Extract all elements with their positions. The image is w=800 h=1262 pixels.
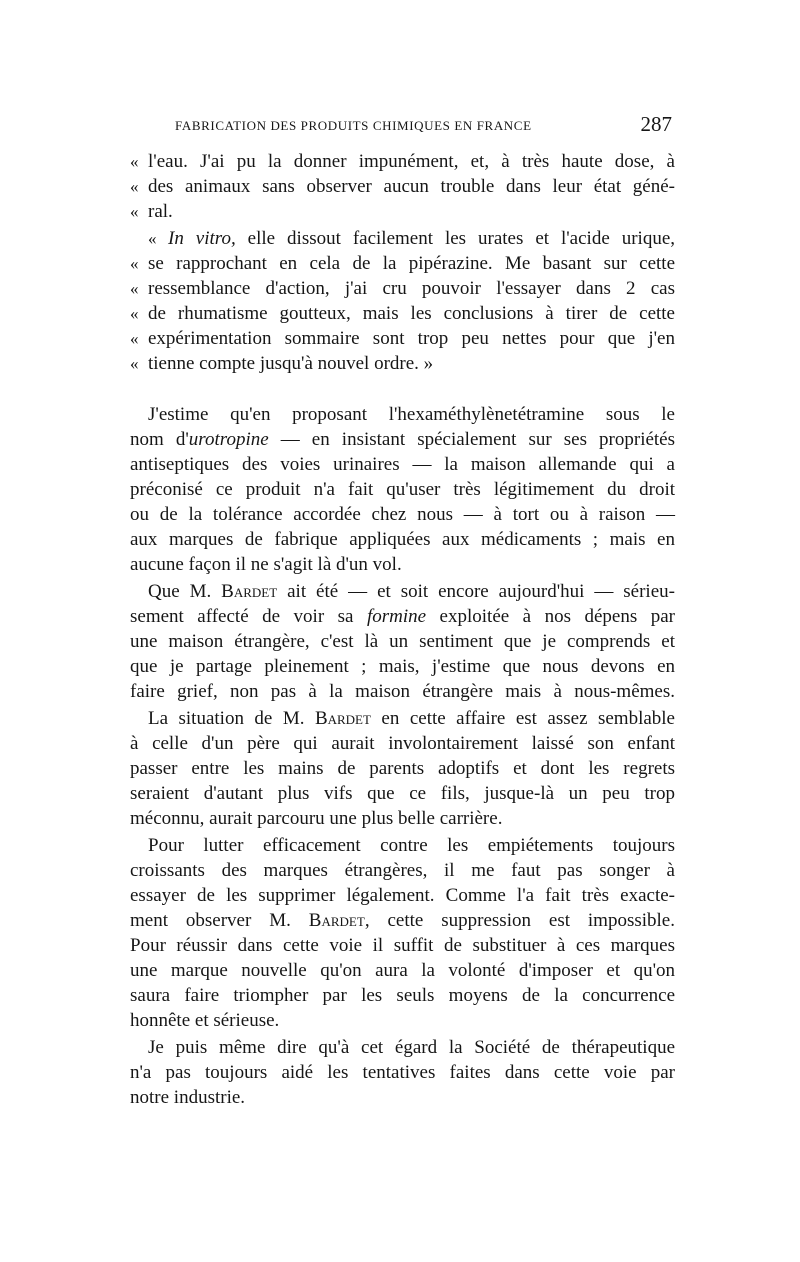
text-line: honnête et sérieuse. (130, 1010, 280, 1031)
text-line: ou de la tolérance accordée chez nous — à tort ou à raison — (130, 504, 675, 525)
text-line: expérimentation sommaire sont trop peu nettes pour que j'en (148, 328, 675, 349)
text-line: aux marques de fabrique appliquées aux médicaments ; mais en (130, 529, 675, 550)
text-line: se rapprochant en cela de la pipérazine. Me basant sur cette (148, 253, 675, 274)
text-line: une maison étrangère, c'est là un sentiment que je comprends et (130, 631, 675, 652)
text-line: l'eau. J'ai pu la donner impunément, et, à très haute dose, à (148, 151, 675, 172)
text-line: méconnu, aurait parcouru une plus belle carrière. (130, 808, 503, 829)
quote-mark: « (130, 329, 139, 348)
small-caps-run: Bardet (308, 910, 365, 931)
text-run: , cette suppression est impossible. (364, 910, 675, 931)
quote-mark: « (130, 254, 139, 273)
text-line: saura faire triompher par les seuls moyens de la concurrence (130, 985, 675, 1006)
text-line: Pour réussir dans cette voie il suffit de substituer à ces marques (130, 935, 675, 956)
italic-run: formine (366, 606, 427, 627)
text-line: aucune façon il ne s'agit là d'un vol. (130, 554, 402, 575)
text-line: à celle d'un père qui aurait involontairement laissé son enfant (130, 733, 675, 754)
quote-mark: « (130, 279, 139, 298)
text-line: notre industrie. (130, 1087, 246, 1108)
text-run: sement affecté de voir sa (130, 606, 367, 627)
text-line: de rhumatisme goutteux, mais les conclusions à tirer de cette (148, 303, 675, 324)
page-number: 287 (640, 112, 672, 136)
text-line: passer entre les mains de parents adoptifs et dont les regrets (130, 758, 675, 779)
small-caps-run: Bardet (314, 708, 371, 729)
text-line: Pour lutter efficacement contre les empiétements toujours (148, 835, 675, 856)
text-run: nom d' (130, 429, 189, 450)
text-line: antiseptiques des voies urinaires — la maison allemande qui a (130, 454, 675, 475)
text-line: Je puis même dire qu'à cet égard la Société de thérapeutique (148, 1037, 675, 1058)
text-run: — en insistant spécialement sur ses propriétés (268, 429, 676, 450)
text-line: J'estime qu'en proposant l'hexaméthylènetétramine sous le (148, 404, 675, 425)
text-line: n'a pas toujours aidé les tentatives faites dans cette voie par (130, 1062, 675, 1083)
text-run: exploitée à nos dépens par (426, 606, 675, 627)
quote-mark: « (130, 152, 139, 171)
text-line (130, 605, 675, 629)
text-line: tienne compte jusqu'à nouvel ordre. » (148, 353, 434, 374)
text-line (168, 227, 675, 251)
text-line (130, 428, 675, 452)
running-title: FABRICATION DES PRODUITS CHIMIQUES EN FRANCE (175, 118, 532, 133)
italic-run: urotropine (188, 429, 269, 450)
text-line: seraient d'autant plus vifs que ce fils, jusque-là un peu trop (130, 783, 675, 804)
text-line: croissants des marques étrangères, il me faut pas songer à (130, 860, 675, 881)
italic-run: In vitro, (168, 228, 236, 249)
text-line: ral. (148, 201, 173, 222)
quote-mark: « (130, 177, 139, 196)
quote-mark: « (130, 304, 139, 323)
small-caps-run: Bardet (221, 581, 278, 602)
text-run: elle dissout facilement les urates et l'acide urique, (235, 228, 675, 249)
text-run: La situation de M. (148, 708, 315, 729)
quote-mark: « (148, 229, 157, 248)
text-line: une marque nouvelle qu'on aura la volonté d'imposer et qu'on (130, 960, 675, 981)
text-line: des animaux sans observer aucun trouble dans leur état géné- (148, 176, 675, 197)
text-run: en cette affaire est assez semblable (370, 708, 675, 729)
text-run: ait été — et soit encore aujourd'hui — sérieu- (277, 581, 675, 602)
text-line: faire grief, non pas à la maison étrangère mais à nous-mêmes. (130, 681, 675, 702)
text-run: ment observer M. (130, 910, 309, 931)
text-line (130, 909, 675, 933)
quote-mark: « (130, 354, 139, 373)
page-header (150, 106, 672, 146)
text-line (148, 580, 675, 604)
quote-mark: « (130, 202, 139, 221)
text-line: préconisé ce produit n'a fait qu'user très légitimement du droit (130, 479, 675, 500)
text-run: Que M. (148, 581, 222, 602)
text-line: que je partage pleinement ; mais, j'estime que nous devons en (130, 656, 675, 677)
text-line: ressemblance d'action, j'ai cru pouvoir l'essayer dans 2 cas (148, 278, 675, 299)
text-line: essayer de les supprimer légalement. Comme l'a fait très exacte- (130, 885, 675, 906)
text-line (148, 707, 675, 731)
